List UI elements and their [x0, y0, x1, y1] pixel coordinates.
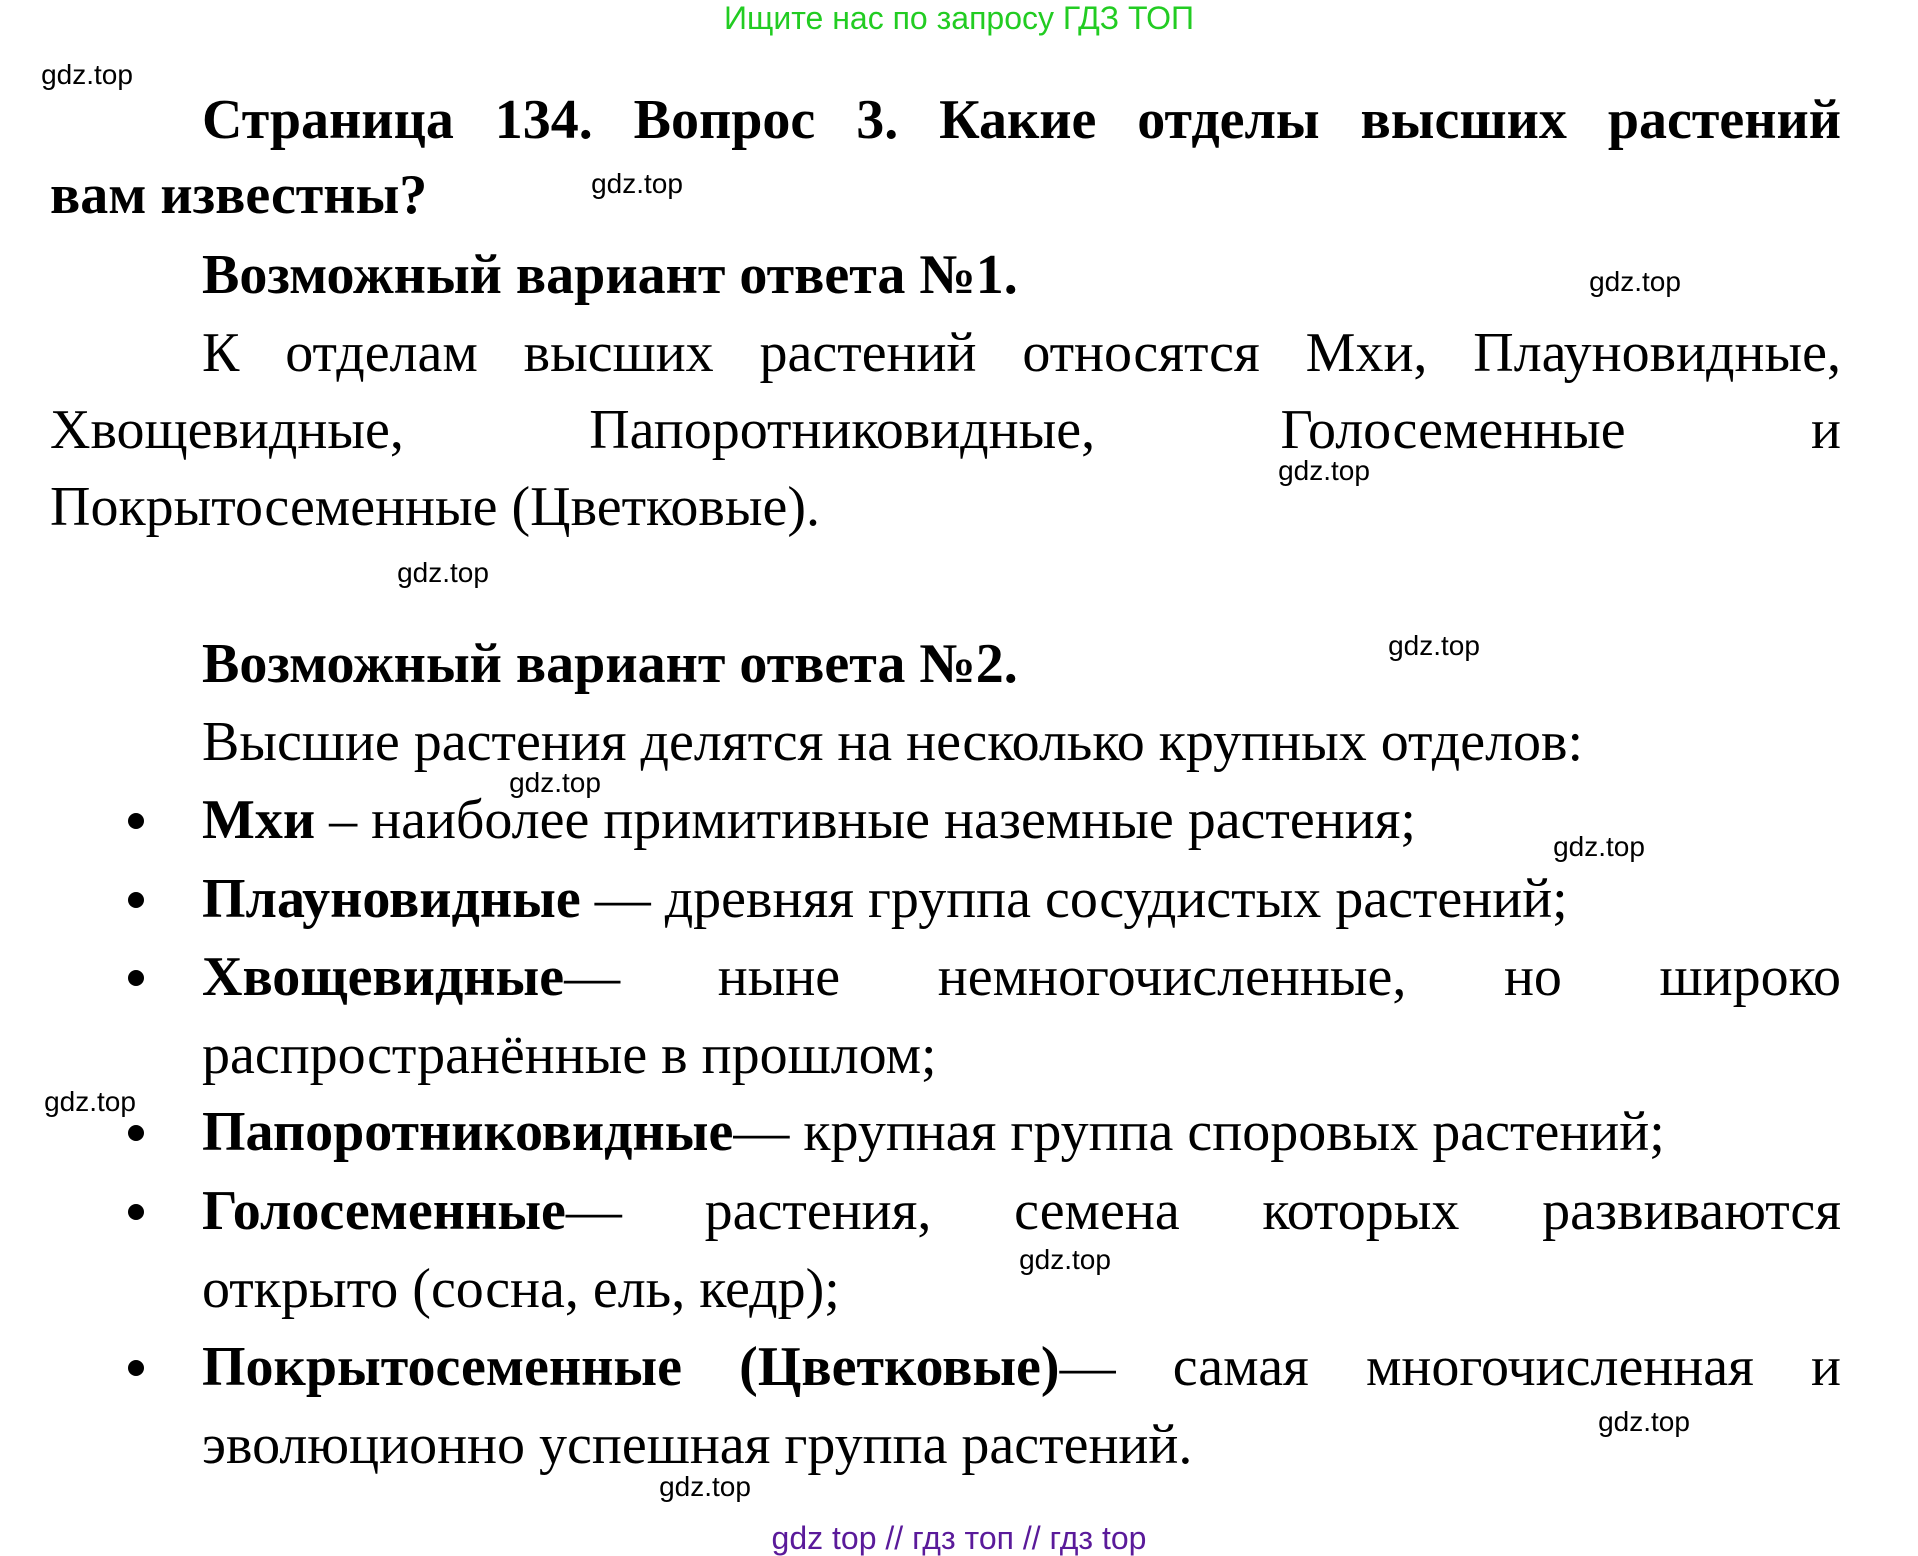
- item-term: Покрытосеменные (Цветковые): [202, 1336, 1060, 1398]
- answer2-heading: Возможный вариант ответа №2.: [202, 633, 1018, 695]
- bullet-icon: [128, 892, 144, 908]
- question-line-2: вам известны?: [50, 164, 428, 226]
- search-banner: Ищите нас по запросу ГДЗ ТОП: [724, 0, 1194, 36]
- watermark: gdz.top: [397, 557, 489, 588]
- item-desc: — ныне немногочисленные, но широко: [564, 946, 1841, 1008]
- bullet-icon: [128, 1125, 144, 1141]
- item-term: Папоротниковидные: [202, 1101, 734, 1163]
- bullet-icon: [128, 813, 144, 829]
- bullet-icon: [128, 1360, 144, 1376]
- list-item: [202, 938, 1841, 1016]
- item-term: Мхи: [202, 789, 316, 851]
- list-item: [202, 860, 1568, 938]
- watermark: gdz.top: [1589, 266, 1681, 297]
- answer1-heading: Возможный вариант ответа №1.: [202, 244, 1018, 306]
- list-item-continuation: эволюционно успешная группа растений.: [202, 1414, 1193, 1476]
- item-desc: — растения, семена которых развиваются: [565, 1180, 1841, 1242]
- item-desc: — древняя группа сосудистых растений;: [580, 868, 1568, 930]
- watermark: gdz.top: [591, 168, 683, 199]
- watermark: gdz.top: [659, 1471, 751, 1502]
- list-item-continuation: открыто (сосна, ель, кедр);: [202, 1258, 840, 1320]
- item-term: Хвощевидные: [202, 946, 565, 1008]
- watermark: gdz.top: [1598, 1406, 1690, 1437]
- footer-links: gdz top // гдз топ // гдз top: [771, 1520, 1147, 1556]
- watermark: gdz.top: [1388, 630, 1480, 661]
- item-desc: — крупная группа споровых растений;: [733, 1101, 1665, 1163]
- item-desc: — самая многочисленная и: [1059, 1336, 1841, 1398]
- item-term: Голосеменные: [202, 1180, 566, 1242]
- bullet-icon: [128, 970, 144, 986]
- list-item-continuation: распространённые в прошлом;: [202, 1024, 937, 1086]
- answer1-line-1: К отделам высших растений относятся Мхи, Плауновидные,: [202, 322, 1841, 384]
- answer1-line-2: Хвощевидные, Папоротниковидные, Голосеменные и: [50, 399, 1841, 461]
- watermark: gdz.top: [1553, 831, 1645, 862]
- item-term: Плауновидные: [202, 868, 581, 930]
- list-item: [202, 1328, 1841, 1406]
- answer2-intro: Высшие растения делятся на несколько крупных отделов:: [202, 711, 1584, 773]
- watermark: gdz.top: [1278, 455, 1370, 486]
- watermark: gdz.top: [1019, 1244, 1111, 1275]
- list-item: [202, 1172, 1841, 1250]
- bullet-icon: [128, 1204, 144, 1220]
- watermark: gdz.top: [41, 59, 133, 90]
- list-item: [202, 1093, 1665, 1171]
- answer1-line-3: Покрытосеменные (Цветковые).: [50, 476, 820, 538]
- item-desc: – наиболее примитивные наземные растения;: [315, 789, 1416, 851]
- watermark: gdz.top: [44, 1086, 136, 1117]
- list-item: [202, 781, 1416, 859]
- question-line-1: Страница 134. Вопрос 3. Какие отделы высших растений: [202, 89, 1841, 151]
- watermark: gdz.top: [509, 767, 601, 798]
